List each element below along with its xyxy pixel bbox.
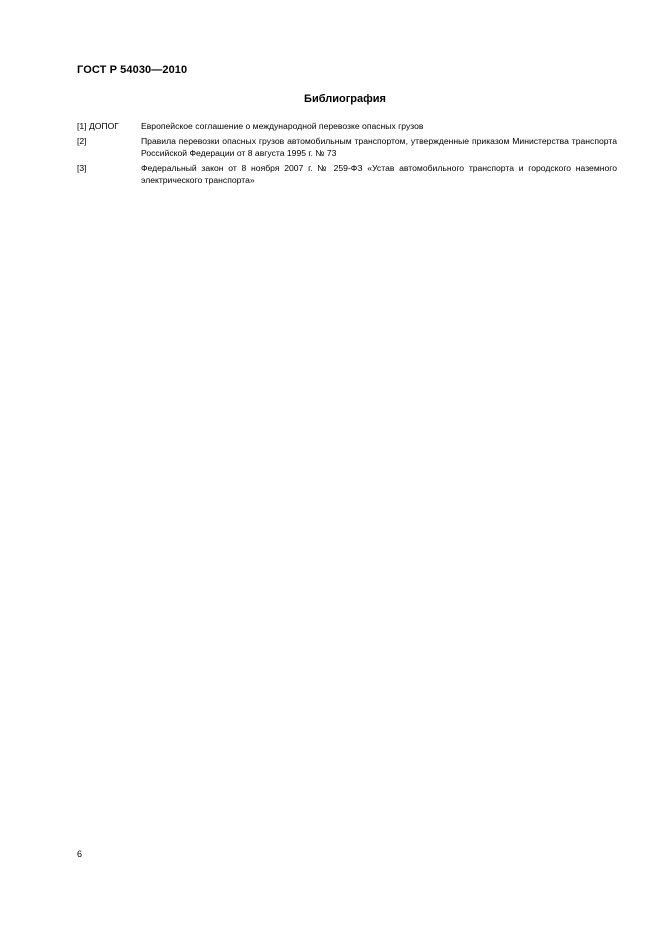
bibliography-entry [77, 135, 617, 160]
bibliography-text: Правила перевозки опасных грузов автомобильным транспортом, утвержденные приказом Министерства транспорта Российской Федерации от 8 августа 1995 г. № 73 [141, 135, 617, 158]
bibliography-text: Федеральный закон от 8 ноября 2007 г. № 259-ФЗ «Устав автомобильного транспорта и городского наземного электрического транспорта» [141, 162, 617, 185]
bibliography-title: Библиография [304, 93, 386, 105]
bibliography-entry [77, 120, 617, 133]
page-number: 6 [77, 849, 83, 859]
bibliography-list [77, 120, 617, 189]
bibliography-ref: [2] [77, 135, 87, 146]
bibliography-entry [77, 162, 617, 187]
bibliography-ref: [3] [77, 162, 87, 173]
bibliography-text: Европейское соглашение о международной перевозке опасных грузов [141, 121, 424, 131]
document-code: ГОСТ Р 54030—2010 [77, 64, 188, 76]
bibliography-ref: [1] ДОПОГ [77, 121, 119, 131]
